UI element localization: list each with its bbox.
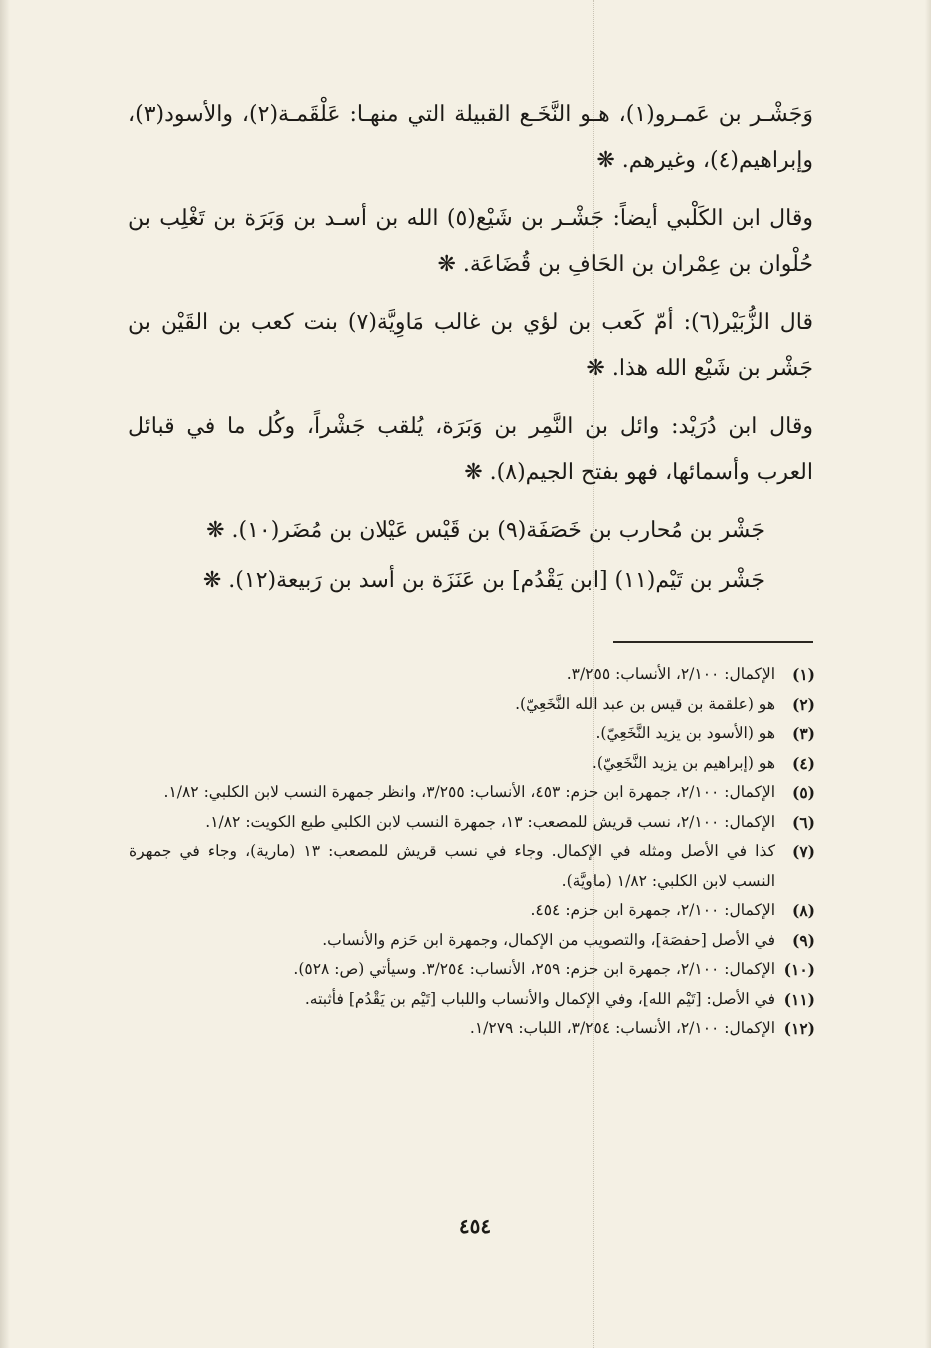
genealogy-entry: جَشْر بن تَيْم(١١) [ابن يَقْدُم] بن عَنَزَة بن أسد بن رَبيعة(١٢). ❋	[202, 568, 765, 593]
footnote	[129, 896, 815, 926]
footnote-number: (٩)	[791, 930, 815, 950]
footnote-text: في الأصل: [تَيْم الله]، وفي الإكمال والأنساب واللباب [تَيْم بن يَقْدُم] فأثبته.	[304, 989, 775, 1008]
footnote-text: هو (الأسود بن يزيد النَّخَعِيّ).	[595, 724, 775, 742]
footnote-text: الإكمال: ٢/١٠٠، الأنساب: ٣/٢٥٥.	[566, 665, 775, 683]
page-edge	[925, 0, 931, 1348]
footnote-number: (٧)	[791, 842, 815, 861]
footnote	[129, 749, 815, 779]
footnote-number: (١٠)	[783, 960, 815, 979]
main-text	[128, 92, 813, 608]
footnote-text: الإكمال: ٢/١٠٠، نسب قريش للمصعب: ١٣، جمهرة النسب لابن الكلبي طبع الكويت: ١/٨٢.	[205, 812, 775, 831]
footnote-number: (٣)	[791, 724, 815, 743]
footnote-text: كذا في الأصل ومثله في الإكمال. وجاء في نسب قريش للمصعب: ١٣ (مارية)، وجاء في جمهرة النسب لابن الكلبي: ١/٨٢ (ماويَّة).	[129, 842, 775, 890]
footnote-text: الإكمال: ٢/١٠٠، جمهرة ابن حزم: ٢٥٩، الأنساب: ٣/٢٥٤. وسيأتي (ص: ٥٢٨).	[293, 960, 775, 978]
page-edge	[0, 0, 10, 1348]
genealogy-entry: جَشْر بن مُحارب بن خَصَفَة(٩) بن قَيْس عَيْلان بن مُضَر(١٠). ❋	[206, 518, 765, 543]
footnote	[129, 926, 815, 956]
paragraph: وَجَشْـر بن عَمـرو(١)، هـو النَّخَـع القبيلة التي منهـا: عَلْقَمـة(٢)، والأسود(٣)، وإبراهيم(٤)، وغيرهم. ❋	[128, 102, 813, 173]
footnote-number: (٤)	[791, 753, 815, 773]
footnote	[129, 837, 815, 896]
footnote	[129, 955, 815, 985]
footnote-text: الإكمال: ٢/١٠٠، جمهرة ابن حزم: ٤٥٣، الأنساب: ٣/٢٥٥، وانظر جمهرة النسب لابن الكلبي: ١/٨٢.	[163, 783, 775, 801]
footnote	[129, 778, 815, 808]
footnote-separator	[613, 641, 813, 643]
footnote-number: (٥)	[791, 783, 815, 802]
footnote-number: (٦)	[791, 812, 815, 832]
footnote	[129, 690, 815, 720]
footnote-number: (١٢)	[783, 1019, 815, 1038]
footnotes	[129, 660, 815, 1044]
footnote-number: (٢)	[791, 694, 815, 714]
paragraph: وقال ابن الكَلْبي أيضاً: جَشْـر بن شَيْع(٥) الله بن أسـد بن وَبَرَة بن تَغْلِب بن حُلْوان بن عِمْران بن الحَافِ بن قُضَاعَة. ❋	[128, 206, 813, 277]
footnote-number: (١١)	[783, 989, 815, 1009]
footnote	[129, 719, 815, 749]
footnote	[129, 1014, 815, 1044]
footnote-text: هو (علقمة بن قيس بن عبد الله النَّخَعِيّ).	[515, 694, 775, 713]
footnote-text: في الأصل [حفصَة]، والتصويب من الإكمال، وجمهرة ابن حَزم والأنساب.	[322, 930, 775, 949]
footnote-text: هو (إبراهيم بن يزيد النَّخَعِيّ).	[591, 753, 775, 772]
page-number: ٤٥٤	[458, 1214, 492, 1238]
paragraph: قال الزُّبَيْر(٦): أمّ كَعب بن لؤي بن غالب مَاوِيَّة(٧) بنت كعب بن القَيْن بن جَشْر بن شَيْع الله هذا. ❋	[128, 310, 813, 381]
footnote-number: (١)	[791, 665, 815, 684]
footnote-number: (٨)	[791, 901, 815, 920]
footnote	[129, 985, 815, 1015]
footnote-text: الإكمال: ٢/١٠٠، الأنساب: ٣/٢٥٤، اللباب: ١/٢٧٩.	[469, 1019, 775, 1037]
paragraph: وقال ابن دُرَيْد: وائل بن النَّمِر بن وَبَرَة، يُلقب جَشْراً، وكُل ما في قبائل العرب وأسمائها، فهو بفتح الجيم(٨). ❋	[128, 414, 813, 485]
footnote	[129, 808, 815, 838]
footnote	[129, 660, 815, 690]
footnote-text: الإكمال: ٢/١٠٠، جمهرة ابن حزم: ٤٥٤.	[530, 901, 775, 919]
